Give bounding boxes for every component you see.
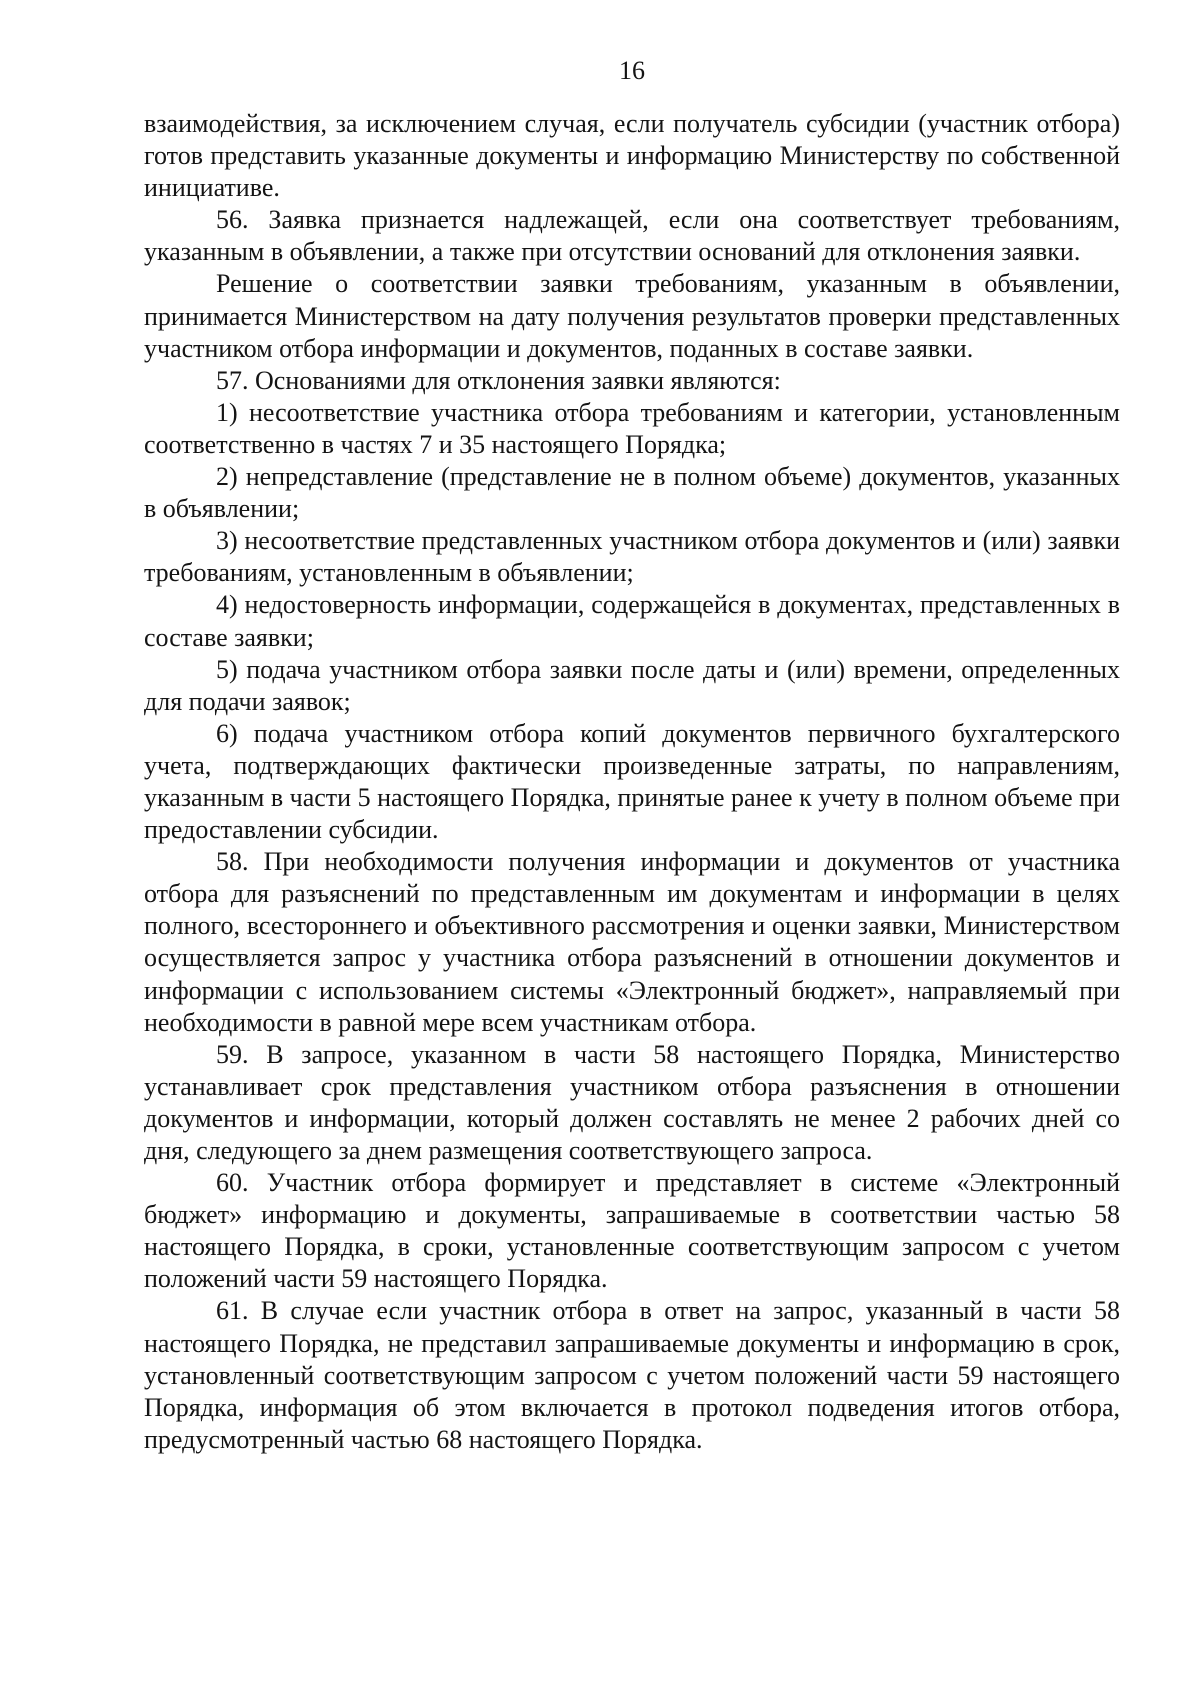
paragraph-57-item-6: 6) подача участником отбора копий документов первичного бухгалтерского учета, подтверждающих фактически произведенные затраты, по направлениям, указанным в части 5 настоящего Порядка, принятые ранее к учету в полном объеме при предоставлении субсидии. bbox=[144, 718, 1120, 845]
paragraph-57-item-4: 4) недостоверность информации, содержащейся в документах, представленных в составе заявки; bbox=[144, 590, 1120, 652]
paragraph-56: 56. Заявка признается надлежащей, если она соответствует требованиям, указанным в объявлении, а также при отсутствии оснований для отклонения заявки. bbox=[144, 205, 1120, 267]
paragraph-57-item-5: 5) подача участником отбора заявки после даты и (или) времени, определенных для подачи заявок; bbox=[144, 654, 1120, 716]
paragraph-continuation: взаимодействия, за исключением случая, если получатель субсидии (участник отбора) готов представить указанные документы и информацию Министерству по собственной инициативе. bbox=[144, 109, 1120, 203]
paragraph-61: 61. В случае если участник отбора в ответ на запрос, указанный в части 58 настоящего Порядка, не представил запрашиваемые документы и информацию в срок, установленный соответствующим запросом с учетом положений части 59 настоящего Порядка, информация об этом включается в протокол подведения итогов отбора, предусмотренный частью 68 настоящего Порядка. bbox=[144, 1296, 1120, 1454]
paragraph-57-item-3: 3) несоответствие представленных участником отбора документов и (или) заявки требованиям, установленным в объявлении; bbox=[144, 526, 1120, 588]
page-number: 16 bbox=[619, 56, 645, 85]
document-body bbox=[144, 108, 1120, 1456]
paragraph-60: 60. Участник отбора формирует и представляет в системе «Электронный бюджет» информацию и документы, запрашиваемые в соответствии частью 58 настоящего Порядка, в сроки, установленные соответствующим запросом с учетом положений части 59 настоящего Порядка. bbox=[144, 1168, 1120, 1294]
paragraph-57: 57. Основаниями для отклонения заявки являются: bbox=[216, 365, 781, 395]
paragraph-59: 59. В запросе, указанном в части 58 настоящего Порядка, Министерство устанавливает срок представления участником отбора разъяснения в отношении документов и информации, который должен составлять не менее 2 рабочих дней со дня, следующего за днем размещения соответствующего запроса. bbox=[144, 1039, 1120, 1165]
paragraph-58: 58. При необходимости получения информации и документов от участника отбора для разъяснений по представленным им документам и информации в целях полного, всестороннего и объективного рассмотрения и оценки заявки, Министерством осуществляется запрос у участника отбора разъяснений в отношении документов и информации с использованием системы «Электронный бюджет», направляемый при необходимости в равной мере всем участникам отбора. bbox=[144, 847, 1120, 1037]
paragraph-56-decision: Решение о соответствии заявки требованиям, указанным в объявлении, принимается Министерством на дату получения результатов проверки представленных участником отбора информации и документов, поданных в составе заявки. bbox=[144, 269, 1120, 363]
paragraph-57-item-1: 1) несоответствие участника отбора требованиям и категории, установленным соответственно в частях 7 и 35 настоящего Порядка; bbox=[144, 397, 1120, 459]
paragraph-57-item-2: 2) непредставление (представление не в полном объеме) документов, указанных в объявлении; bbox=[144, 462, 1120, 524]
